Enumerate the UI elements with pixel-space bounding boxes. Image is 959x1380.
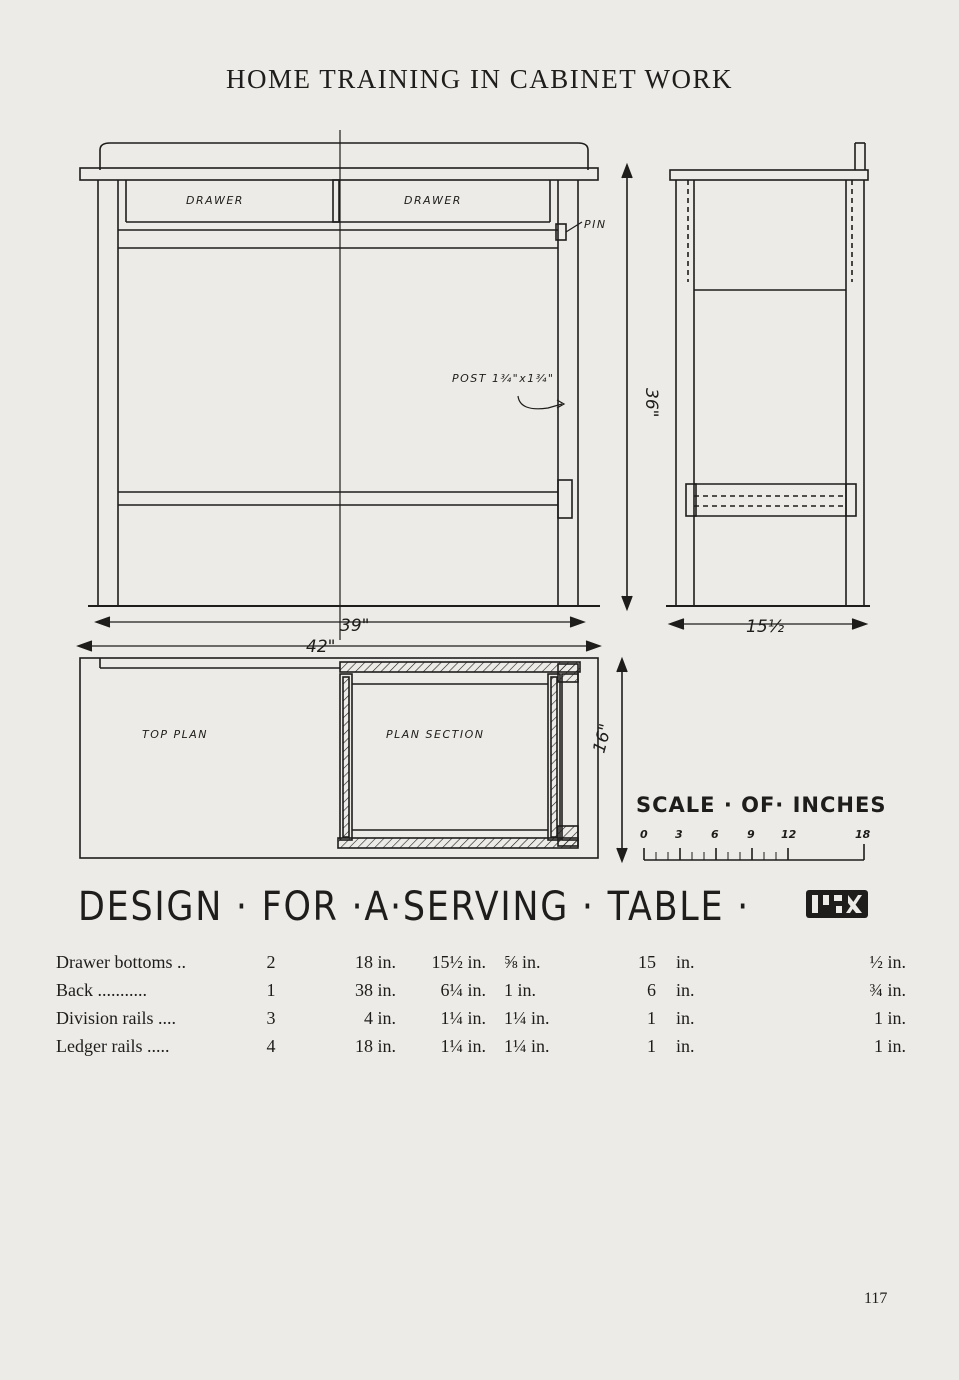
table-row [56, 952, 906, 980]
item-width: 1¼ in. [440, 1036, 486, 1056]
plan-view [80, 658, 627, 861]
item-rough-thickness: 1 in. [873, 1036, 906, 1056]
item-width: 6¼ in. [440, 980, 486, 1000]
item-rough-width: 1 [647, 1008, 656, 1028]
item-rough-thickness: ½ in. [869, 952, 906, 972]
item-name: Drawer bottoms .. [56, 952, 186, 972]
width-39-label: 39" [340, 616, 370, 636]
item-length: 18 in. [354, 952, 396, 972]
item-qty: 3 [266, 1008, 276, 1028]
scale-title: SCALE · OF· INCHES [636, 793, 887, 817]
table-row [56, 1008, 906, 1036]
scale-bar [644, 844, 864, 860]
item-width: 1¼ in. [440, 1008, 486, 1028]
item-name: Ledger rails ..... [56, 1036, 170, 1056]
pin-label: PIN [584, 218, 607, 231]
item-rough-thickness: ¾ in. [869, 980, 906, 1000]
item-thickness: 1 in. [504, 980, 537, 1000]
design-title: DESIGN · FOR ·A·SERVING · TABLE · [78, 884, 750, 930]
front-elevation [80, 130, 632, 640]
table-row [56, 1036, 906, 1064]
scale-tick-18: 18 [855, 828, 871, 841]
item-width: 15½ in. [431, 952, 486, 972]
item-qty: 4 [266, 1036, 276, 1056]
item-rough-width-unit: in. [676, 1008, 695, 1028]
item-length: 4 in. [363, 1008, 396, 1028]
scale-tick-0: 0 [640, 828, 648, 841]
item-name: Division rails .... [56, 1008, 176, 1028]
scale-tick-3: 3 [675, 828, 683, 841]
side-elevation [666, 143, 870, 629]
page-number: 117 [864, 1290, 888, 1307]
height-dimension: 36" [641, 388, 661, 418]
drawer-label-right: DRAWER [404, 194, 462, 207]
item-name: Back ........... [56, 980, 147, 1000]
top-plan-label: TOP PLAN [142, 728, 209, 741]
item-rough-thickness: 1 in. [873, 1008, 906, 1028]
item-thickness: 1¼ in. [504, 1008, 550, 1028]
post-label: POST 1¾"x1¾" [452, 372, 555, 385]
scale-tick-9: 9 [747, 828, 755, 841]
item-thickness: 1¼ in. [504, 1036, 550, 1056]
item-qty: 1 [266, 980, 276, 1000]
item-length: 38 in. [354, 980, 396, 1000]
item-rough-width: 6 [647, 980, 656, 1000]
bill-of-materials [56, 952, 906, 1064]
monogram-logo [806, 890, 868, 918]
item-length: 18 in. [354, 1036, 396, 1056]
item-rough-width-unit: in. [676, 980, 695, 1000]
page-header: HOME TRAINING IN CABINET WORK [226, 64, 733, 94]
item-rough-width: 15 [638, 952, 656, 972]
scale-tick-12: 12 [781, 828, 797, 841]
table-row [56, 980, 906, 1008]
depth-dimension: 16" [589, 721, 617, 756]
width-dimensions [78, 617, 600, 651]
item-qty: 2 [266, 952, 276, 972]
width-42-label: 42" [306, 637, 336, 657]
item-rough-width-unit: in. [676, 952, 695, 972]
plan-section-label: PLAN SECTION [386, 728, 485, 741]
scale-tick-6: 6 [711, 828, 719, 841]
item-rough-width-unit: in. [676, 1036, 695, 1056]
side-depth-label: 15½ [746, 617, 785, 637]
item-thickness: ⅝ in. [504, 952, 541, 972]
drawer-label-left: DRAWER [186, 194, 244, 207]
item-rough-width: 1 [647, 1036, 656, 1056]
